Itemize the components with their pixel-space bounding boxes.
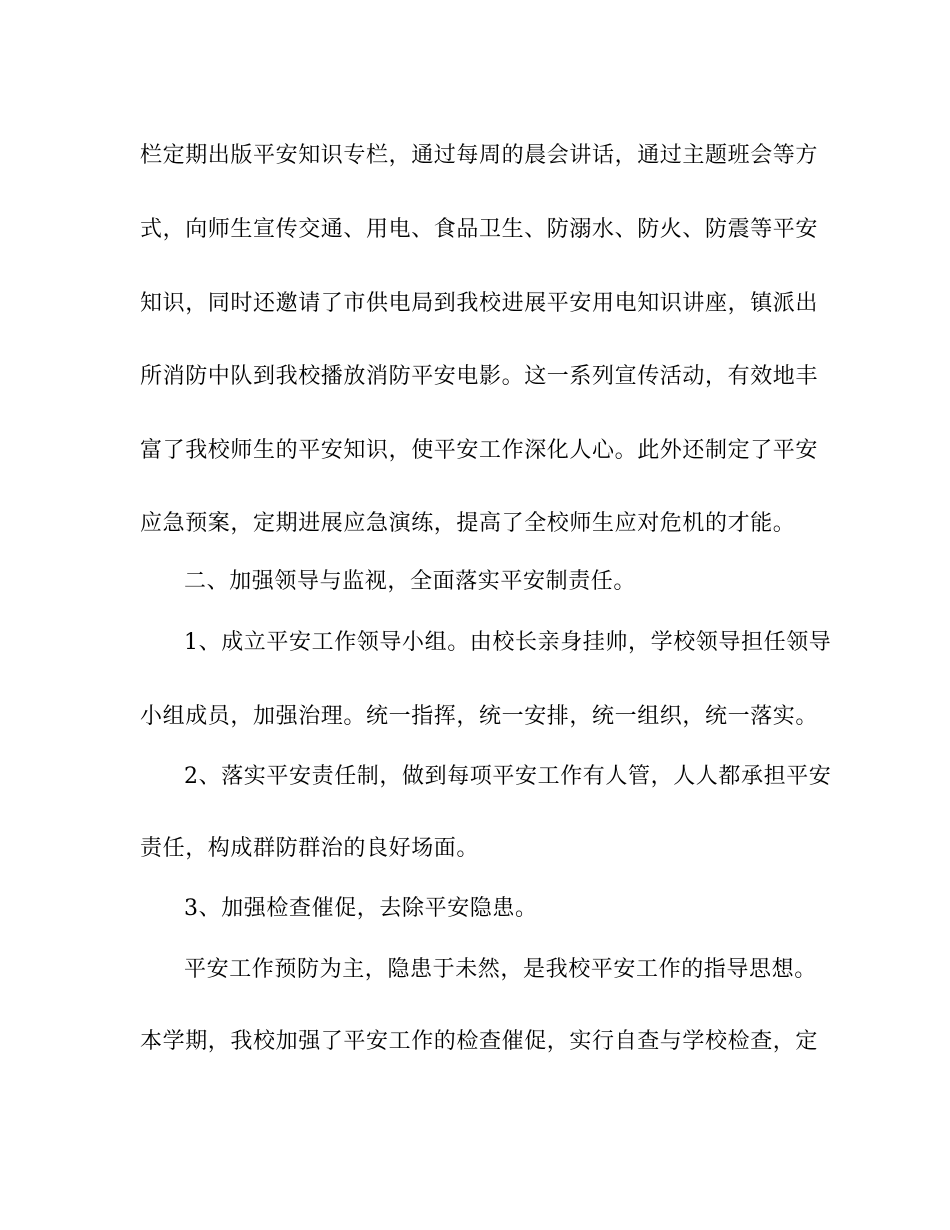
paragraph-line: 本学期，我校加强了平安工作的检查催促，实行自查与学校检查，定: [140, 1029, 819, 1054]
list-item-1: 1、成立平安工作领导小组。由校长亲身挂帅，学校领导担任领导: [184, 630, 832, 655]
paragraph-line: 小组成员，加强治理。统一指挥，统一安排，统一组织，统一落实。: [140, 704, 819, 729]
paragraph-line: 式，向师生宣传交通、用电、食品卫生、防溺水、防火、防震等平安: [140, 217, 819, 242]
paragraph-line: 责任，构成群防群治的良好场面。: [140, 836, 480, 861]
paragraph-line: 栏定期出版平安知识专栏，通过每周的晨会讲话，通过主题班会等方: [140, 143, 819, 168]
list-item-2: 2、落实平安责任制，做到每项平安工作有人管，人人都承担平安: [184, 764, 832, 789]
paragraph-line: 富了我校师生的平安知识，使平安工作深化人心。此外还制定了平安: [140, 438, 819, 463]
paragraph-line: 所消防中队到我校播放消防平安电影。这一系列宣传活动，有效地丰: [140, 364, 819, 389]
paragraph-line: 知识，同时还邀请了市供电局到我校进展平安用电知识讲座，镇派出: [140, 291, 819, 316]
section-heading: 二、加强领导与监视，全面落实平安制责任。: [184, 569, 637, 594]
paragraph-line: 应急预案，定期进展应急演练，提高了全校师生应对危机的才能。: [140, 511, 796, 536]
list-item-3: 3、加强检查催促，去除平安隐患。: [184, 896, 538, 921]
paragraph-line: 平安工作预防为主，隐患于未然，是我校平安工作的指导思想。: [184, 957, 817, 982]
